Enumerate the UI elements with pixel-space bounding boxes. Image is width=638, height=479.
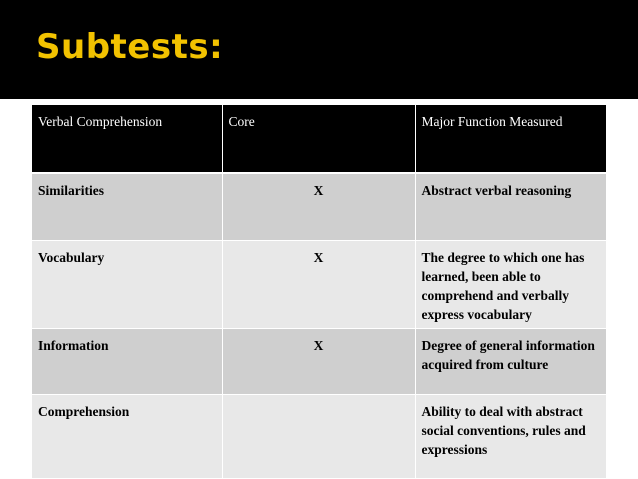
header-major-function: Major Function Measured — [415, 105, 606, 173]
function-measured: Ability to deal with abstract social conventions, rules and expressions — [415, 394, 606, 478]
header-core: Core — [222, 105, 415, 173]
function-measured: The degree to which one has learned, been able to comprehend and verbally express vocabulary — [415, 240, 606, 328]
function-measured: Abstract verbal reasoning — [415, 173, 606, 240]
header-verbal-comprehension: Verbal Comprehension — [32, 105, 222, 173]
table-row — [32, 328, 606, 394]
table-row — [32, 240, 606, 328]
slide-title: Subtests: — [36, 27, 224, 67]
core-marker: X — [222, 328, 415, 394]
subtests-table — [32, 105, 606, 479]
core-marker: X — [222, 173, 415, 240]
table-header-row — [32, 105, 606, 173]
table-row — [32, 394, 606, 478]
core-marker — [222, 394, 415, 478]
function-measured: Degree of general information acquired from culture — [415, 328, 606, 394]
subtest-name: Vocabulary — [32, 240, 222, 328]
table-row — [32, 173, 606, 240]
title-bar — [0, 0, 638, 99]
core-marker: X — [222, 240, 415, 328]
subtest-name: Comprehension — [32, 394, 222, 478]
subtest-name: Similarities — [32, 173, 222, 240]
subtest-name: Information — [32, 328, 222, 394]
